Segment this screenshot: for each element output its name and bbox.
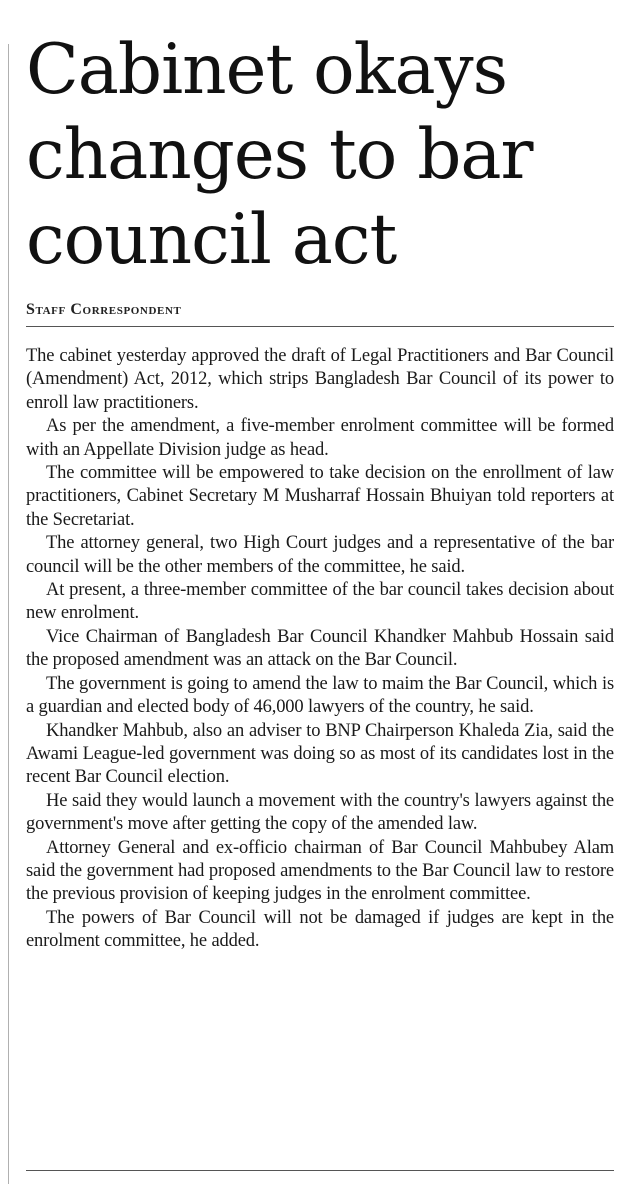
article-paragraph: Vice Chairman of Bangladesh Bar Council Khandker Mahbub Hossain said the proposed amendment was an attack on the Bar Council. [26, 626, 614, 671]
headline-line: council act [26, 200, 397, 280]
column-divider [8, 44, 9, 1184]
article-paragraph: He said they would launch a movement with the country's lawyers against the government's move after getting the copy of the amended law. [26, 790, 614, 835]
article-paragraph: The committee will be empowered to take decision on the enrollment of law practitioners, Cabinet Secretary M Musharraf Hossain Bhuiyan told reporters at the Secretariat. [26, 463, 614, 530]
bottom-divider [26, 1170, 614, 1171]
article-paragraph: The government is going to amend the law to maim the Bar Council, which is a guardian and elected body of 46,000 lawyers of the country, he said. [26, 673, 614, 718]
article-body [26, 345, 614, 954]
article-paragraph: Attorney General and ex-officio chairman of Bar Council Mahbubey Alam said the government had proposed amendments to the Bar Council law to restore the previous provision of keeping judges in the enrolment committee. [26, 837, 614, 905]
article-paragraph: The powers of Bar Council will not be damaged if judges are kept in the enrolment committee, he added. [26, 907, 614, 952]
article-paragraph: At present, a three-member committee of the bar council takes decision about new enrolment. [26, 580, 614, 624]
headline-line: Cabinet okays [26, 30, 507, 110]
byline-divider [26, 326, 614, 327]
article-paragraph: The attorney general, two High Court judges and a representative of the bar council will be the other members of the committee, he said. [26, 533, 614, 577]
byline: Staff Correspondent [26, 301, 182, 318]
article-paragraph: The cabinet yesterday approved the draft of Legal Practitioners and Bar Council (Amendment) Act, 2012, which strips Bangladesh Bar Council of its power to enroll law practitioners. [26, 346, 614, 413]
headline [26, 28, 616, 283]
article-paragraph: Khandker Mahbub, also an adviser to BNP Chairperson Khaleda Zia, said the Awami League-led government was doing so as most of its candidates lost in the recent Bar Council election. [26, 720, 614, 788]
article-paragraph: As per the amendment, a five-member enrolment committee will be formed with an Appellate Division judge as head. [26, 416, 614, 460]
headline-line: changes to bar [26, 115, 533, 195]
